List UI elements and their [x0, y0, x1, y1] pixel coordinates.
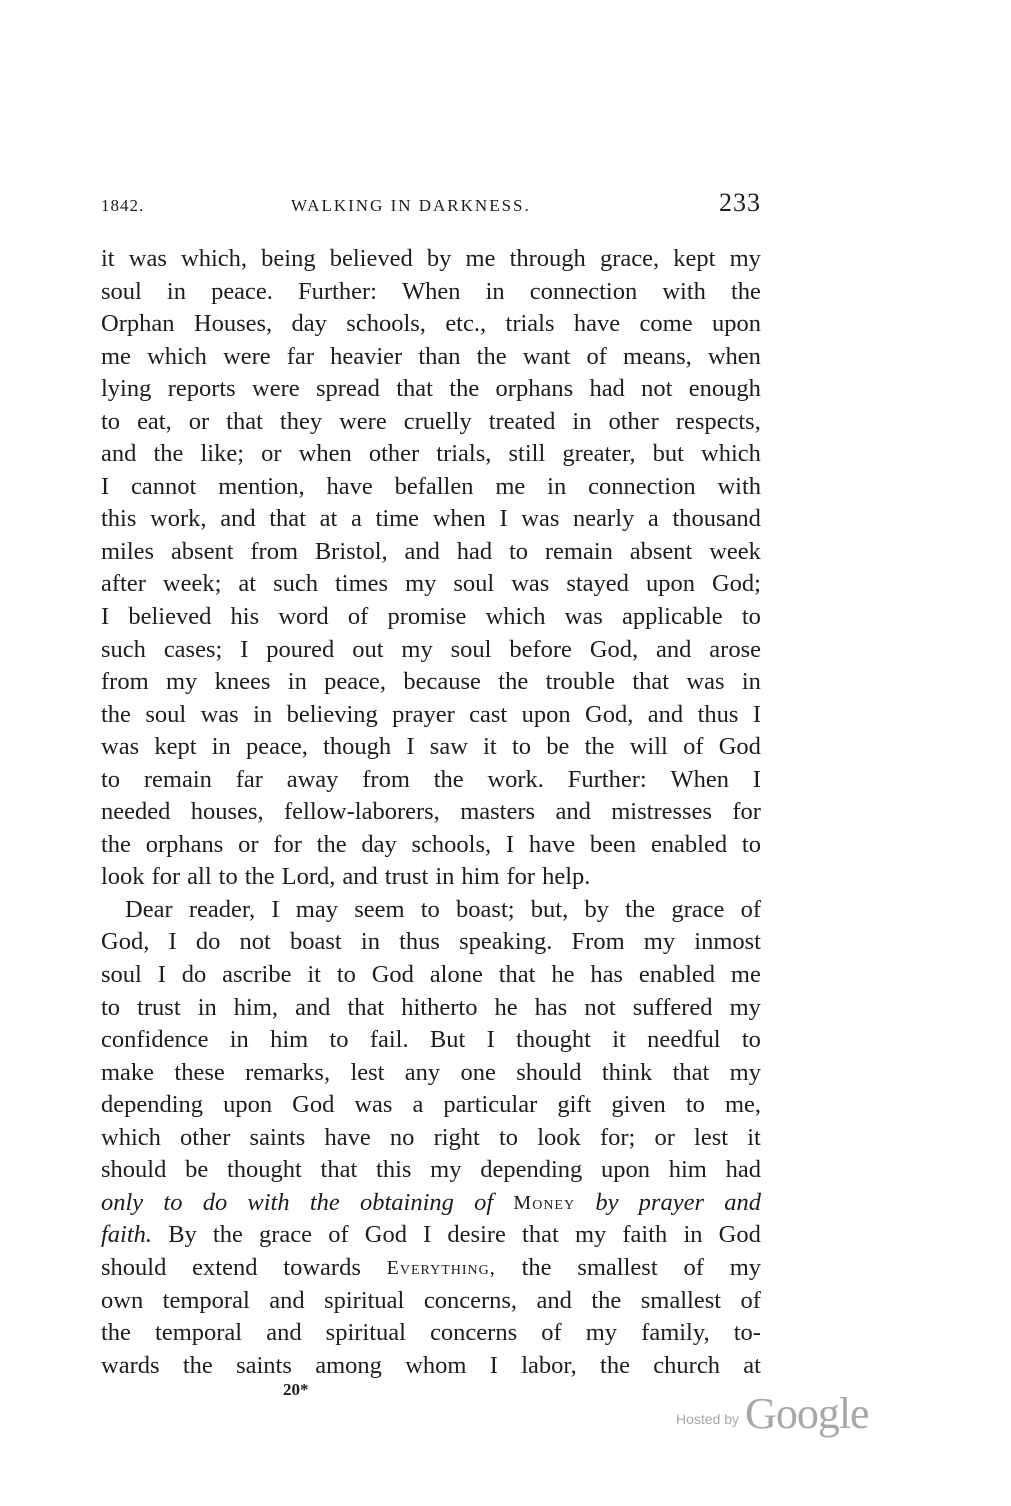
text-line: Orphan Houses, day schools, etc., trials have come upon [101, 310, 761, 338]
text-line: confidence in him to fail. But I thought it needful to [101, 1026, 761, 1054]
text-line: Dear reader, I may seem to boast; but, by the grace of [125, 895, 761, 923]
text-line: depending upon God was a particular gift given to me, [101, 1091, 761, 1119]
text-line: God, I do not boast in thus speaking. From my inmost [101, 928, 761, 956]
body-text [101, 243, 761, 1382]
text-line: which other saints have no right to look for; or lest it [101, 1123, 761, 1151]
text-line: miles absent from Bristol, and had to remain absent week [101, 537, 761, 565]
running-header [101, 188, 761, 222]
text-line: should be thought that this my depending upon him had [101, 1156, 761, 1184]
text-line: after week; at such times my soul was stayed upon God; [101, 570, 761, 598]
text-line: should extend towards Everything, the smallest of my [101, 1253, 761, 1281]
text-line: own temporal and spiritual concerns, and the smallest of [101, 1286, 761, 1314]
text-line: I cannot mention, have befallen me in connection with [101, 472, 761, 500]
text-line: to trust in him, and that hitherto he has not suffered my [101, 993, 761, 1021]
text-line: the orphans or for the day schools, I have been enabled to [101, 830, 761, 858]
text-line: to remain far away from the work. Further: When I [101, 765, 761, 793]
text-line: this work, and that at a time when I was nearly a thousand [101, 505, 761, 533]
text-line: lying reports were spread that the orphans had not enough [101, 375, 761, 403]
text-line: and the like; or when other trials, still greater, but which [101, 440, 761, 468]
google-logo: Google [745, 1389, 869, 1438]
text-line: only to do with the obtaining of Money by prayer and [101, 1188, 761, 1216]
text-line: it was which, being believed by me through grace, kept my [101, 245, 761, 272]
signature-mark: 20* [283, 1380, 309, 1399]
text-line: the temporal and spiritual concerns of my family, to- [101, 1319, 761, 1347]
text-line: the soul was in believing prayer cast upon God, and thus I [101, 700, 761, 728]
text-line: faith. By the grace of God I desire that my faith in God [101, 1221, 761, 1249]
text-line: I believed his word of promise which was applicable to [101, 603, 761, 631]
text-line: needed houses, fellow-laborers, masters and mistresses for [101, 798, 761, 826]
text-line: soul I do ascribe it to God alone that he has enabled me [101, 961, 761, 989]
text-line: was kept in peace, though I saw it to be the will of God [101, 733, 761, 761]
text-line: wards the saints among whom I labor, the church at [101, 1351, 761, 1379]
text-line: such cases; I poured out my soul before God, and arose [101, 635, 761, 663]
text-line: me which were far heavier than the want of means, when [101, 342, 761, 370]
text-line: soul in peace. Further: When in connection with the [101, 277, 761, 305]
text-line: to eat, or that they were cruelly treated in other respects, [101, 407, 761, 435]
page-number: 233 [719, 188, 761, 217]
watermark-prefix: Hosted by [676, 1411, 740, 1427]
header-title: WALKING IN DARKNESS. [291, 196, 531, 215]
header-year: 1842. [101, 196, 145, 215]
text-line: look for all to the Lord, and trust in him for help. [101, 863, 591, 891]
text-line: from my knees in peace, because the trouble that was in [101, 668, 761, 696]
text-line: make these remarks, lest any one should think that my [101, 1058, 761, 1086]
hosted-by-google-watermark [676, 1388, 869, 1439]
